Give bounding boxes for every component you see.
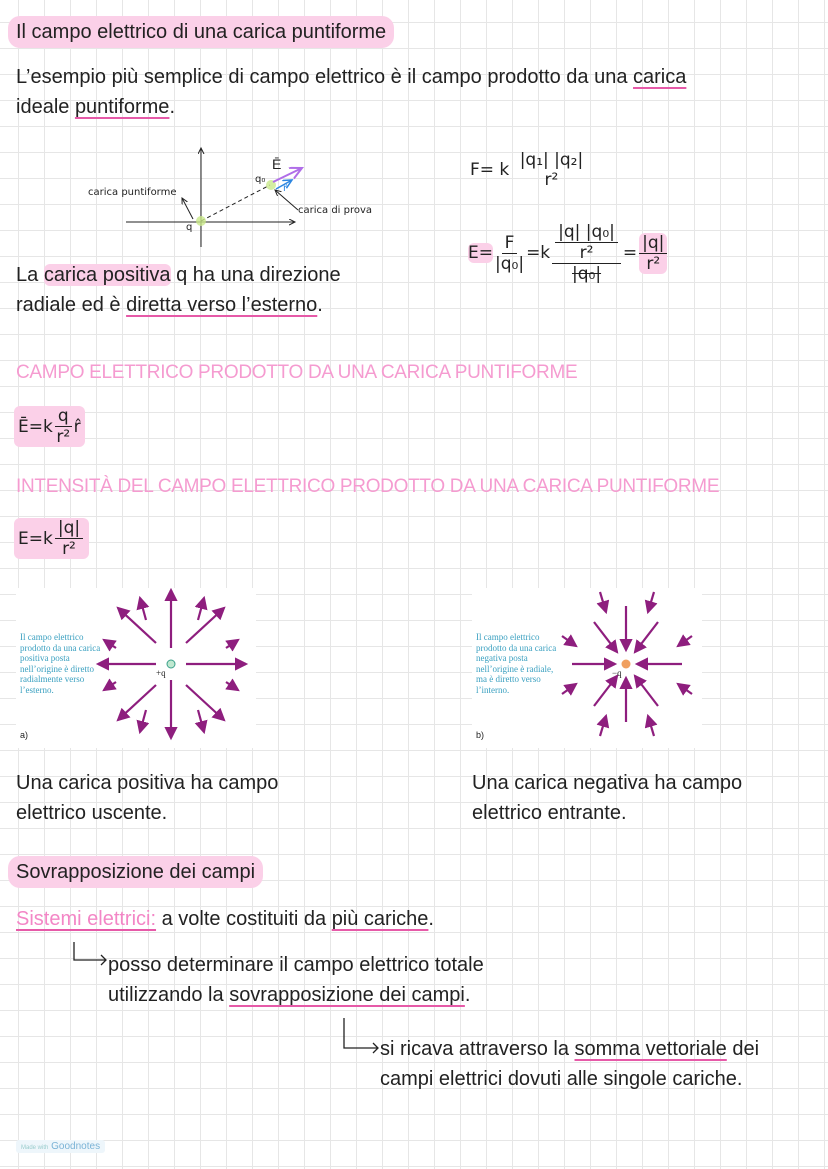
label-q: q (186, 222, 193, 233)
distance-line (201, 185, 270, 221)
positive-diretta: diretta verso l’esterno (126, 294, 318, 316)
figure-positive-charge (16, 588, 256, 748)
intro-dot: . (169, 96, 175, 118)
systems-line (16, 904, 434, 934)
step2-somma: somma vettoriale (574, 1038, 727, 1060)
intro-text: L’esempio più semplice di campo elettrico è il campo prodotto da una (16, 66, 634, 88)
coulomb-num: |q₁| |q₂| (519, 150, 584, 170)
s2-lhs: E=k (18, 528, 53, 549)
field-res-num: |q| (639, 233, 667, 254)
intro-paragraph (16, 62, 816, 122)
superposition-title: Sovrapposizione dei campi (8, 856, 263, 888)
step2-line2: campi elettrici dovuti alle singole cariche. (380, 1068, 743, 1090)
step2-line1: si ricava attraverso la (380, 1038, 575, 1060)
label-point-charge: carica puntiforme (88, 187, 177, 198)
footer-made: Made with (21, 1145, 49, 1151)
intro-ideale: ideale (16, 96, 75, 118)
figure-b-charge: −q (612, 668, 622, 678)
s2-den: r² (62, 539, 76, 559)
step1-sovrapposizione: sovrapposizione dei campi (229, 984, 465, 1006)
s1-lhs: Ē=k (18, 416, 53, 437)
positive-charge-paragraph (16, 260, 341, 320)
goodnotes-badge (16, 1140, 105, 1153)
field-intensity-formula (14, 518, 89, 559)
footer-brand: Goodnotes (51, 1141, 101, 1152)
step1-line2: utilizzando la (108, 984, 230, 1006)
field-inner-num: |q| |q₀| (555, 222, 618, 243)
section-heading-field: CAMPO ELETTRICO PRODOTTO DA UNA CARICA PUNTIFORME (16, 362, 578, 383)
field-res-den: r² (646, 253, 661, 274)
step1-line1: posso determinare il campo elettrico totale (108, 954, 484, 976)
page-title: Il campo elettrico di una carica puntiforme (8, 16, 394, 48)
pointer-arrow-point (182, 198, 193, 219)
figure-negative-charge (472, 588, 702, 748)
coulomb-formula (470, 150, 588, 190)
label-q0: q₀ (255, 174, 266, 185)
coulomb-lhs: F= k (470, 160, 510, 180)
label-test-charge: carica di prova (298, 205, 373, 216)
positive-dot: . (317, 294, 323, 316)
systems-piu-cariche: più cariche (331, 908, 429, 930)
step2-dei: dei (726, 1038, 760, 1060)
label-r: r̂ (283, 183, 288, 194)
figure-a-label: a) (20, 730, 29, 740)
point-charge-dot (196, 216, 206, 226)
note-positive-line1: Una carica positiva ha campo (16, 772, 279, 794)
intro-puntiforme: puntiforme (74, 96, 170, 118)
positive-pre: La (16, 264, 44, 286)
section-heading-intensity: INTENSITÀ DEL CAMPO ELETTRICO PRODOTTO DA UNA CARICA PUNTIFORME (16, 476, 720, 497)
superposition-step2 (380, 1034, 759, 1094)
intro-carica: carica (633, 66, 687, 88)
positive-highlight: carica positiva (43, 264, 171, 286)
label-E: Ē (272, 156, 282, 172)
systems-label: Sistemi elettrici: (16, 908, 157, 930)
figure-b-label: b) (476, 730, 485, 740)
field-inner-den: r² (579, 243, 594, 263)
superposition-step1: posso determinare il campo elettrico totale utilizzando la sovrapposizione dei campi. (108, 954, 484, 1006)
note-negative-line2: elettrico entrante. (472, 802, 627, 824)
field-eqk: =k (526, 243, 551, 263)
figure-a-charge: +q (156, 668, 166, 678)
figure-b-caption: Il campo elettrico prodotto da una carica negativa posta nell’origine è radiale, ma è diretto verso l’interno. (476, 632, 557, 695)
field-outer-den: |q₀| (571, 264, 602, 284)
systems-rest: a volte costituiti da (156, 908, 332, 930)
field-lhs: E= (468, 243, 493, 263)
arrow-icon (70, 940, 110, 970)
s2-num: |q| (55, 518, 83, 539)
field-vector-formula (14, 406, 85, 447)
note-positive (16, 768, 278, 828)
field-f-num: F (502, 233, 518, 254)
s1-rhat: r̂ (73, 416, 81, 437)
figure-a-caption: Il campo elettrico prodotto da una carica positiva posta nell’origine è diretto radialmente verso l’esterno. (20, 632, 101, 695)
field-f-den: |q₀| (495, 253, 525, 274)
systems-dot: . (428, 908, 434, 930)
positive-line2: radiale ed è (16, 294, 127, 316)
s1-den: r² (56, 427, 71, 447)
s1-num: q (55, 406, 72, 427)
note-negative (472, 768, 742, 828)
arrow-icon (340, 1016, 382, 1056)
field-eq: = (622, 243, 638, 263)
note-positive-line2: elettrico uscente. (16, 802, 168, 824)
note-negative-line1: Una carica negativa ha campo (472, 772, 743, 794)
field-formula (468, 222, 669, 284)
positive-rest: q ha una direzione (170, 264, 341, 286)
coulomb-den: r² (544, 170, 559, 190)
